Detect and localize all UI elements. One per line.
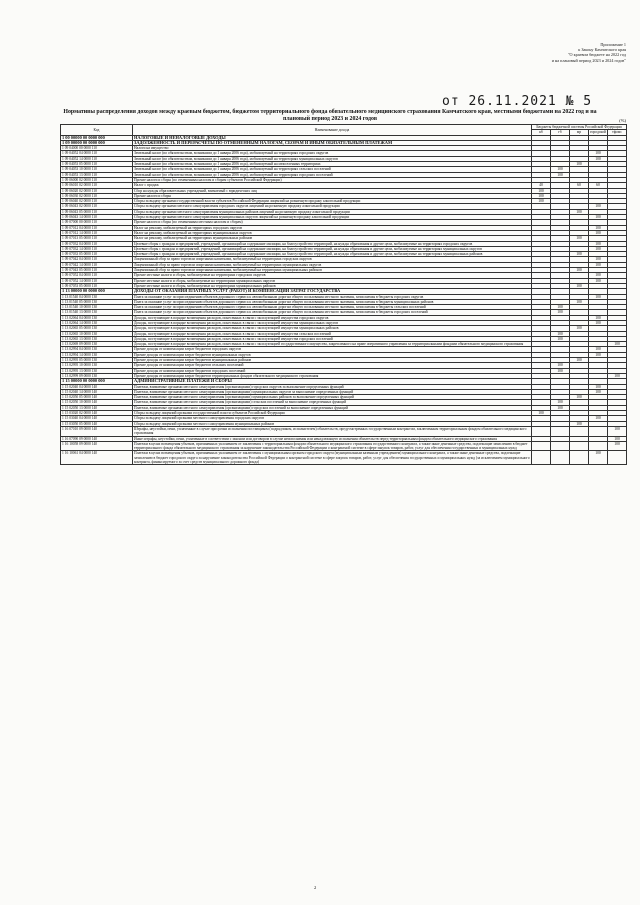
row-value: 100 (608, 373, 627, 378)
row-value: 40 (532, 183, 551, 188)
row-value: 100 (532, 188, 551, 193)
table-body (61, 135, 627, 465)
row-name: Земельный налог (по обязательствам, возникшим до 1 января 2006 года), мобилизуемый на территориях муниципальных округов (133, 156, 532, 161)
row-value: 100 (551, 172, 570, 177)
row-value: 100 (570, 268, 589, 273)
row-name: Сборы за выдачу лицензий органами государственной власти субъектов Российской Федерации (133, 411, 532, 416)
row-value: 100 (532, 193, 551, 198)
header-name: Наименование дохода (133, 125, 532, 136)
appendix-line: и на плановый период 2023 и 2024 годов" (551, 57, 626, 63)
row-code: 1 09 07012 04 0000 110 (61, 225, 133, 230)
row-code: 1 00 00000 00 0000 000 (61, 135, 133, 140)
row-code: 1 09 00000 00 0000 000 (61, 140, 133, 145)
row-code: 1 13 02065 10 0000 130 (61, 331, 133, 336)
row-name: АДМИНИСТРАТИВНЫЕ ПЛАТЕЖИ И СБОРЫ (133, 379, 532, 384)
page-number: 2 (314, 885, 317, 890)
appendix-header (486, 42, 626, 63)
row-value: 100 (551, 363, 570, 368)
row-name: Прочие доходы от компенсации затрат бюджетов городских округов (133, 347, 532, 352)
row-code: 1 09 07043 05 0000 110 (61, 268, 133, 273)
row-name: НАЛОГОВЫЕ И НЕНАЛОГОВЫЕ ДОХОДЫ (133, 135, 532, 140)
appendix-line: "О краевом бюджете на 2022 год (567, 52, 626, 58)
row-name: Прочие доходы от компенсации затрат бюджетов сельских поселений (133, 363, 532, 368)
row-name: Целевые сборы с граждан и предприятий, учреждений, организаций на содержание милиции, на благоустройство территорий, на нужды образования и другие цели, мобилизуемые на территориях муниципальных округов (133, 246, 532, 251)
header-col: кб (532, 130, 551, 135)
row-name: Земельный налог (по обязательствам, возникшим до 1 января 2006 года), мобилизуемый на межселенных территориях (133, 162, 532, 167)
row-name: Прочие местные налоги и сборы, мобилизуемые на территориях городских округов (133, 273, 532, 278)
row-value: 100 (589, 389, 608, 394)
row-code: 1 09 06010 02 0000 110 (61, 183, 133, 188)
row-code: 1 09 04000 00 0000 110 (61, 146, 133, 151)
row-value: 100 (589, 384, 608, 389)
row-value: 100 (570, 326, 589, 331)
header-budget-group: Бюджеты бюджетной системы Российской Федерации (532, 125, 627, 130)
row-value: 100 (551, 167, 570, 172)
row-name: Доходы, поступающие в порядке возмещения расходов, понесенных в связи с эксплуатацией имущества сельских поселений (133, 331, 532, 336)
row-name: Иные штрафы, неустойки, пени, уплаченные в соответствии с законом или договором в случае неисполнения или ненадлежащего исполнения обязательств перед территориальным фондом обязательного медицинского страхования (133, 436, 532, 441)
row-name: Прочие налоги и сборы (по отмененным налогам и сборам субъектов Российской Федерации) (133, 177, 532, 182)
row-name: Земельный налог (по обязательствам, возникшим до 1 января 2006 года), мобилизуемый на территориях городских округов (133, 151, 532, 156)
row-name: Доходы, поступающие в порядке возмещения расходов, понесенных в связи с эксплуатацией имущества муниципальных районов (133, 326, 532, 331)
row-code: 1 09 06020 02 0000 110 (61, 188, 133, 193)
row-code: 1 15 02040 04 0000 140 (61, 384, 133, 389)
unit-label: (%) (619, 118, 626, 123)
row-value (551, 426, 570, 436)
row-value: 100 (532, 411, 551, 416)
row-value: 100 (589, 416, 608, 421)
revenue-distribution-table (60, 124, 627, 465)
row-code: 1 15 00000 00 0000 000 (61, 379, 133, 384)
row-code: 1 09 07032 14 0000 110 (61, 246, 133, 251)
row-name: Платежи в целях возмещения убытков, причиненных уклонением от заключения с территориальным фондом обязательного медицинского страхования государственного контракта, а также иные денежные средства, подлежащие зачислению в бюджет территориального фонда обязательного медицинского страхования за нарушение законодательства Российской Федерации о контрактной системе в сфере закупок товаров, работ, услуг для обеспечения государственных и муниципальных нужд (133, 441, 532, 451)
row-code: 1 13 02064 14 0000 130 (61, 320, 133, 325)
date-number-stamp: от 26.11.2021 № 5 (442, 94, 593, 109)
row-name: Плата за оказание услуг по присоединению объектов дорожного сервиса к автомобильным дорогам общего пользования местного значения, зачисляемая в бюджеты городских округов (133, 294, 532, 299)
appendix-line: Приложение 1 (600, 42, 626, 47)
header-col: городской (590, 130, 606, 135)
row-value (532, 426, 551, 436)
row-value (532, 441, 551, 451)
row-value: 100 (570, 421, 589, 426)
row-code: 1 09 07012 14 0000 110 (61, 230, 133, 235)
row-name: Прочие доходы от компенсации затрат бюджетов территориальных фондов обязательного медицинского страхования (133, 373, 532, 378)
row-name: Платежи, взимаемые органами местного самоуправления (организациями) муниципальных округов за выполнение определенных функций (133, 389, 532, 394)
row-value: 100 (589, 225, 608, 230)
row-code: 1 09 06030 02 0000 110 (61, 193, 133, 198)
row-code: 1 13 02069 09 0000 130 (61, 342, 133, 347)
row-value: 100 (589, 246, 608, 251)
row-value: 100 (570, 236, 589, 241)
row-name: Прочие местные налоги и сборы, мобилизуемые на территориях муниципальных районов (133, 283, 532, 288)
header-code: Код (61, 125, 133, 136)
row-value: 100 (551, 331, 570, 336)
row-name: Прочие доходы от компенсации затрат бюджетов муниципальных округов (133, 352, 532, 357)
row-value: 100 (589, 451, 608, 465)
row-value: 100 (532, 199, 551, 204)
row-name: Доходы, поступающие в порядке возмещения расходов, понесенных в связи с эксплуатацией имущества городских поселений (133, 336, 532, 341)
row-value: 100 (608, 441, 627, 451)
row-code: 1 09 04053 13 0000 110 (61, 172, 133, 177)
row-name: Сборы за выдачу лицензий органами местного самоуправления городских округов (133, 416, 532, 421)
row-name: Сборы за выдачу органами государственной власти субъектов Российской Федерации лицензий на розничную продажу алкогольной продукции (133, 199, 532, 204)
row-value: 100 (570, 209, 589, 214)
row-code: 1 13 02065 05 0000 130 (61, 326, 133, 331)
row-code: 1 09 07053 05 0000 110 (61, 283, 133, 288)
row-name: Штрафы, неустойки, пени, уплаченные в случае просрочки исполнения поставщиком (подрядчиком, исполнителем) обязательств, предусмотренных государственным контрактом, заключенным территориальным фондом обязательного медицинского страхования (133, 426, 532, 436)
row-name: Платежи, взимаемые органами местного самоуправления (организациями) городских округов за выполнение определенных функций (133, 384, 532, 389)
row-code: 1 09 07033 05 0000 110 (61, 252, 133, 257)
row-code: 1 09 06000 02 0000 110 (61, 177, 133, 182)
row-code: 1 13 02999 09 0000 130 (61, 373, 133, 378)
row-code: 1 09 07052 14 0000 110 (61, 278, 133, 283)
row-code: 1 09 06043 02 0000 110 (61, 204, 133, 209)
row-value (589, 426, 608, 436)
row-code: 1 13 02995 13 0000 130 (61, 368, 133, 373)
row-name: Платежи в целях возмещения убытков, причиненных уклонением от заключения с муниципальным органом городского округа (муниципальным казенным учреждением) муниципального контракта, а также иные денежные средства, подлежащие зачислению в бюджет городского округа за нарушение законодательства Российской Федерации о контрактной системе в сфере закупок товаров, работ, услуг для обеспечения государственных и муниципальных нужд (за исключением муниципального контракта, финансируемого за счет средств муниципального дорожного фонда) (134, 451, 530, 464)
row-value: 100 (551, 305, 570, 310)
row-code: 1 15 02050 13 0000 140 (61, 405, 133, 410)
row-value (551, 451, 570, 465)
row-name: Платежи, взимаемые органами местного самоуправления (организациями) муниципальных районов за выполнение определенных функций (133, 395, 532, 400)
row-name: Сборы за выдачу лицензий органами местного самоуправления муниципальных районов (133, 421, 532, 426)
row-name: Сбор на нужды образовательных учреждений, взимаемый с юридических лиц (133, 188, 532, 193)
row-code: 1 16 10061 04 0000 140 (61, 451, 133, 465)
row-name: Прочие налоги и сборы (133, 193, 532, 198)
row-value: 100 (589, 347, 608, 352)
row-name: Доходы, поступающие в порядке возмещения расходов, понесенных в связи с эксплуатацией государственного имущества, закрепленного на праве оперативного управления за территориальными фондами обязательного медицинского страхования (133, 342, 532, 347)
row-name: Налоги на имущество (133, 146, 532, 151)
table-row (61, 199, 627, 204)
row-name: Платежи, взимаемые органами местного самоуправления (организациями) сельских поселений за выполнение определенных функций (133, 400, 532, 405)
row-name: Плата за оказание услуг по присоединению объектов дорожного сервиса к автомобильным дорогам общего пользования местного значения, зачисляемая в бюджеты сельских поселений (133, 305, 532, 310)
row-value: 100 (551, 310, 570, 315)
row-code: 1 15 02050 10 0000 140 (61, 400, 133, 405)
row-code: 1 16 07090 09 0000 140 (61, 436, 133, 441)
row-name: Платежи, взимаемые органами местного самоуправления (организациями) городских поселений за выполнение определенных функций (133, 405, 532, 410)
appendix-line: к Закону Камчатского края (578, 47, 626, 53)
row-value: 100 (589, 156, 608, 161)
row-name: ДОХОДЫ ОТ ОКАЗАНИЯ ПЛАТНЫХ УСЛУГ (РАБОТ) И КОМПЕНСАЦИИ ЗАТРАТ ГОСУДАРСТВА (133, 289, 532, 294)
row-code: 1 13 02995 10 0000 130 (61, 363, 133, 368)
row-code: 1 09 06043 05 0000 110 (61, 209, 133, 214)
row-value (570, 426, 589, 436)
row-value: 100 (608, 436, 627, 441)
row-value: 100 (570, 299, 589, 304)
row-code: 1 13 02994 04 0000 130 (61, 347, 133, 352)
row-value (589, 441, 608, 451)
row-value (551, 441, 570, 451)
row-value: 100 (589, 204, 608, 209)
row-value: 100 (551, 336, 570, 341)
row-name: Прочие местные налоги и сборы, мобилизуемые на территориях муниципальных округов (133, 278, 532, 283)
row-value (532, 451, 551, 465)
row-name: Доходы, поступающие в порядке возмещения расходов, понесенных в связи с эксплуатацией имущества городских округов (133, 315, 532, 320)
row-code: 1 13 02064 04 0000 130 (61, 315, 133, 320)
row-code: 1 15 03020 02 0000 140 (61, 411, 133, 416)
row-value: 100 (551, 405, 570, 410)
row-value: 100 (589, 241, 608, 246)
row-name: Доходы, поступающие в порядке возмещения расходов, понесенных в связи с эксплуатацией имущества муниципальных округов (133, 320, 532, 325)
row-value: 100 (570, 252, 589, 257)
row-value: 100 (551, 368, 570, 373)
row-name: Целевые сборы с граждан и предприятий, учреждений, организаций на содержание милиции, на благоустройство территорий, на нужды образования и другие цели, мобилизуемые на территориях муниципальных районов (133, 252, 532, 257)
row-value (570, 451, 589, 465)
row-name: Лицензионный сбор за право торговли спиртными напитками, мобилизуемый на территориях муниципальных районов (133, 268, 532, 273)
row-name: Налог на рекламу, мобилизуемый на территориях муниципальных округов (133, 230, 532, 235)
row-code: 1 09 07013 05 0000 110 (61, 236, 133, 241)
row-name: Налог на рекламу, мобилизуемый на территориях муниципальных районов (133, 236, 532, 241)
row-code: 1 09 04053 10 0000 110 (61, 167, 133, 172)
row-name: Прочие налоги и сборы (по отмененным местным налогам и сборам) (133, 220, 532, 225)
row-value: 100 (589, 257, 608, 262)
row-value: 100 (589, 352, 608, 357)
row-code: 1 09 07042 14 0000 110 (61, 262, 133, 267)
row-value: 100 (570, 283, 589, 288)
row-name: Налог с продаж (133, 183, 532, 188)
row-name: Целевые сборы с граждан и предприятий, учреждений, организаций на содержание милиции, на благоустройство территорий, на нужды образования и другие цели, мобилизуемые на территориях городских округов (133, 241, 532, 246)
row-code: 1 09 06043 14 0000 110 (61, 215, 133, 220)
row-value: 100 (570, 395, 589, 400)
row-code: 1 15 03050 05 0000 140 (61, 421, 133, 426)
row-code: 1 13 01540 04 0000 130 (61, 294, 133, 299)
table-row (61, 426, 627, 436)
row-name: Земельный налог (по обязательствам, возникшим до 1 января 2006 года), мобилизуемый на территориях сельских поселений (133, 167, 532, 172)
row-name: Налог на рекламу, мобилизуемый на территориях городских округов (133, 225, 532, 230)
header-col: мр (570, 130, 589, 135)
row-code: 1 09 07000 00 0000 110 (61, 220, 133, 225)
row-code: 1 09 07052 04 0000 110 (61, 273, 133, 278)
row-value: 100 (551, 400, 570, 405)
row-value: 100 (589, 262, 608, 267)
row-code: 1 09 04052 14 0000 110 (61, 156, 133, 161)
row-value: 100 (570, 358, 589, 363)
row-name: Сборы за выдачу органами местного самоуправления городских округов лицензий на розничную продажу алкогольной продукции (133, 204, 532, 209)
row-code: 1 13 01540 05 0000 130 (61, 299, 133, 304)
row-code: 1 15 02040 14 0000 140 (61, 389, 133, 394)
row-code: 1 13 01540 13 0000 130 (61, 310, 133, 315)
row-value: 60 (589, 183, 608, 188)
row-value: 100 (589, 215, 608, 220)
row-code: 1 16 07010 09 0000 140 (61, 426, 133, 436)
row-value: 100 (608, 426, 627, 436)
header-col: гб (551, 130, 570, 135)
row-name: Лицензионный сбор за право торговли спиртными напитками, мобилизуемый на территориях городских округов (133, 257, 532, 262)
row-name: Плата за оказание услуг по присоединению объектов дорожного сервиса к автомобильным дорогам общего пользования местного значения, зачисляемая в бюджеты городских поселений (133, 310, 532, 315)
row-name: Земельный налог (по обязательствам, возникшим до 1 января 2006 года), мобилизуемый на территориях городских поселений (133, 172, 532, 177)
row-code: 1 15 02050 05 0000 140 (61, 395, 133, 400)
row-code: 1 13 02995 05 0000 130 (61, 358, 133, 363)
row-code: 1 09 06040 02 0000 110 (61, 199, 133, 204)
document-title: Нормативы распределения доходов между краевым бюджетом, бюджетом территориального фонда обязательного медицинского страхования Камчатского края, местными бюджетами на 2022 год и на плановый период 2023 и 2024 годов (63, 109, 597, 123)
row-value: 100 (589, 315, 608, 320)
row-code: 1 15 03040 04 0000 140 (61, 416, 133, 421)
row-name: Сборы за выдачу органами местного самоуправления муниципальных округов лицензий на розничную продажу алкогольной продукции (133, 215, 532, 220)
row-value: 100 (608, 342, 627, 347)
table-row (61, 451, 627, 465)
row-code: 1 09 07042 04 0000 110 (61, 257, 133, 262)
row-value: 100 (589, 320, 608, 325)
row-code: 1 13 01540 10 0000 130 (61, 305, 133, 310)
row-code: 1 16 10058 09 0000 140 (61, 441, 133, 451)
row-name: Плата за оказание услуг по присоединению объектов дорожного сервиса к автомобильным дорогам общего пользования местного значения, зачисляемая в бюджеты муниципальных районов (133, 299, 532, 304)
row-value (570, 441, 589, 451)
row-code: 1 09 04052 04 0000 110 (61, 151, 133, 156)
row-code: 1 09 07032 04 0000 110 (61, 241, 133, 246)
header-col: тфомс (608, 130, 627, 135)
row-value: 100 (570, 162, 589, 167)
row-value: 100 (589, 294, 608, 299)
row-name: Сборы за выдачу органами местного самоуправления муниципальных районов лицензий на розничную продажу алкогольной продукции (133, 209, 532, 214)
row-value (608, 451, 627, 465)
table-row (61, 441, 627, 451)
row-name: ЗАДОЛЖЕННОСТЬ И ПЕРЕРАСЧЕТЫ ПО ОТМЕНЕННЫМ НАЛОГАМ, СБОРАМ И ИНЫМ ОБЯЗАТЕЛЬНЫМ ПЛАТЕЖАМ (133, 140, 532, 145)
row-name: Прочие доходы от компенсации затрат бюджетов городских поселений (133, 368, 532, 373)
row-name: Лицензионный сбор за право торговли спиртными напитками, мобилизуемый на территориях муниципальных округов (133, 262, 532, 267)
row-value: 100 (589, 151, 608, 156)
row-value: 100 (589, 273, 608, 278)
row-code: 1 13 00000 00 0000 000 (61, 289, 133, 294)
row-code: 1 13 02994 14 0000 130 (61, 352, 133, 357)
row-name: Прочие доходы от компенсации затрат бюджетов муниципальных районов (133, 358, 532, 363)
row-value: 60 (570, 183, 589, 188)
row-value: 100 (589, 278, 608, 283)
row-code: 1 09 04053 05 0000 110 (61, 162, 133, 167)
row-value: 100 (589, 230, 608, 235)
row-code: 1 13 02065 13 0000 130 (61, 336, 133, 341)
